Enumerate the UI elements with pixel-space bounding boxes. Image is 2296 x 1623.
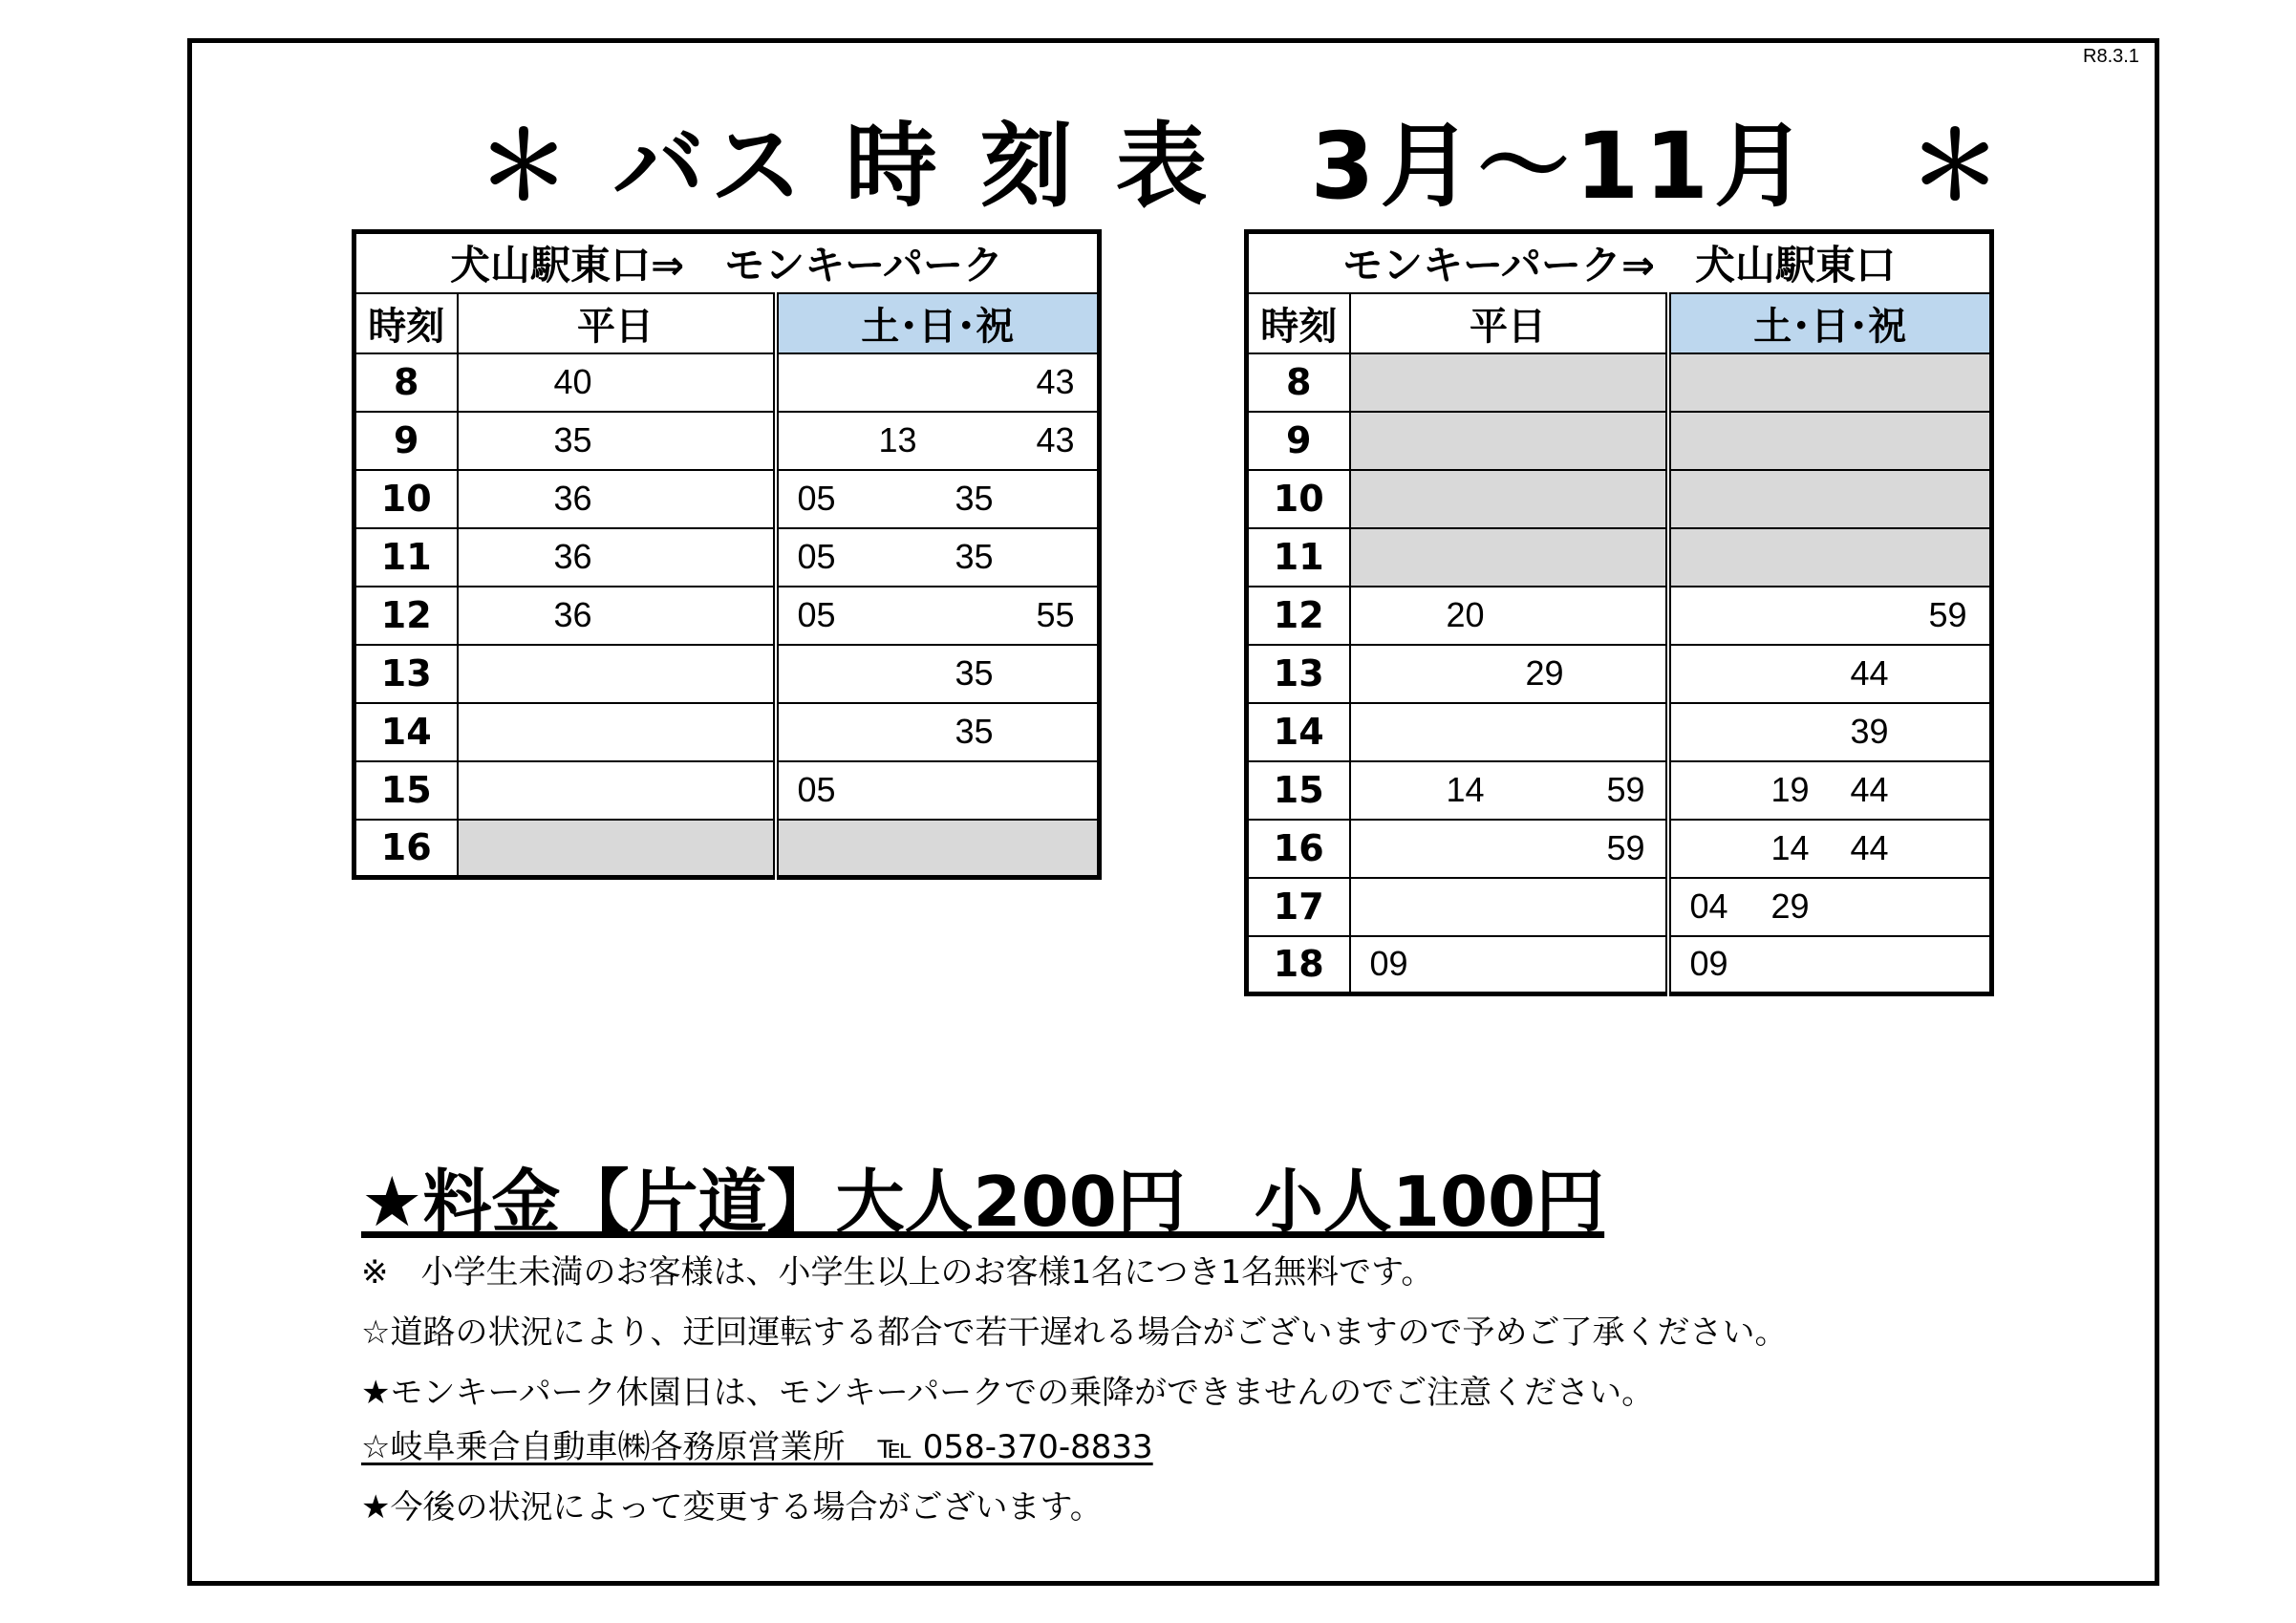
- outbound-row: [354, 761, 1100, 820]
- inbound-hour-cell: 14: [1247, 703, 1350, 761]
- outbound-weekday-cell: [458, 820, 776, 878]
- inbound-holiday-minute: 44: [1850, 653, 1889, 693]
- note-delay: ☆道路の状況により、迂回運転する都合で若干遅れる場合がございますので予めご了承ください。: [361, 1313, 1788, 1352]
- inbound-hour-cell: 9: [1247, 412, 1350, 470]
- inbound-row: [1247, 761, 1992, 820]
- outbound-holiday-minute: 13: [878, 420, 917, 459]
- fare-info: ★料金【片道】大人200円 小人100円: [361, 1162, 1605, 1242]
- inbound-holiday-minute: 44: [1850, 828, 1889, 867]
- inbound-hour-header: 時刻: [1247, 293, 1350, 353]
- outbound-holiday-cell: [776, 820, 1100, 878]
- inbound-weekday-cell: [1350, 761, 1668, 820]
- outbound-holiday-cell: [776, 412, 1100, 470]
- note-contact: ☆岐阜乗合自動車㈱各務原営業所 ℡ 058-370-8833: [361, 1428, 1153, 1466]
- inbound-holiday-minute: 44: [1850, 770, 1889, 809]
- inbound-holiday-minute: 04: [1689, 886, 1728, 926]
- outbound-timetable: [352, 229, 1102, 880]
- page-title: ＊ バス 時 刻 表 3月～11月 ＊: [478, 113, 2007, 220]
- inbound-hour-cell: 8: [1247, 353, 1350, 412]
- outbound-hour-cell: 12: [354, 587, 458, 645]
- outbound-weekday-header: 平日: [458, 293, 776, 353]
- outbound-holiday-header: 土･日･祝: [776, 293, 1100, 353]
- inbound-weekday-cell: [1350, 645, 1668, 703]
- inbound-row: [1247, 703, 1992, 761]
- note-closed-days: ★モンキーパーク休園日は、モンキーパークでの乗降ができませんのでご注意ください。: [361, 1374, 1655, 1412]
- outbound-holiday-cell: [776, 587, 1100, 645]
- outbound-holiday-cell: [776, 528, 1100, 587]
- inbound-row: [1247, 412, 1992, 470]
- inbound-holiday-minute: 14: [1770, 828, 1810, 867]
- outbound-holiday-minute: 05: [797, 595, 836, 634]
- outbound-hour-header: 時刻: [354, 293, 458, 353]
- outbound-weekday-cell: [458, 587, 776, 645]
- outbound-hour-cell: 15: [354, 761, 458, 820]
- outbound-row: [354, 645, 1100, 703]
- outbound-weekday-minute: 35: [553, 420, 592, 459]
- outbound-row: [354, 470, 1100, 528]
- outbound-holiday-cell: [776, 645, 1100, 703]
- inbound-holiday-cell: [1668, 412, 1992, 470]
- outbound-holiday-minute: 35: [955, 537, 994, 576]
- inbound-weekday-header: 平日: [1350, 293, 1668, 353]
- outbound-holiday-minute: 35: [955, 653, 994, 693]
- outbound-holiday-minute: 35: [955, 479, 994, 518]
- inbound-weekday-cell: [1350, 936, 1668, 994]
- inbound-holiday-minute: 39: [1850, 712, 1889, 751]
- outbound-route-header: 犬山駅東口⇒ モンキーパーク: [354, 232, 1100, 293]
- inbound-row: [1247, 470, 1992, 528]
- outbound-row: [354, 587, 1100, 645]
- inbound-weekday-cell: [1350, 470, 1668, 528]
- outbound-holiday-minute: 05: [797, 479, 836, 518]
- outbound-hour-cell: 10: [354, 470, 458, 528]
- outbound-row: [354, 353, 1100, 412]
- outbound-hour-cell: 9: [354, 412, 458, 470]
- inbound-weekday-cell: [1350, 353, 1668, 412]
- inbound-holiday-cell: [1668, 878, 1992, 936]
- inbound-row: [1247, 820, 1992, 878]
- outbound-holiday-cell: [776, 761, 1100, 820]
- outbound-holiday-cell: [776, 703, 1100, 761]
- outbound-weekday-cell: [458, 353, 776, 412]
- outbound-hour-cell: 16: [354, 820, 458, 878]
- outbound-row: [354, 528, 1100, 587]
- outbound-row: [354, 820, 1100, 878]
- inbound-holiday-cell: [1668, 470, 1992, 528]
- inbound-holiday-minute: 19: [1770, 770, 1810, 809]
- inbound-row: [1247, 528, 1992, 587]
- inbound-hour-cell: 12: [1247, 587, 1350, 645]
- outbound-weekday-cell: [458, 703, 776, 761]
- outbound-weekday-minute: 36: [553, 479, 592, 518]
- note-children-free: ※ 小学生未満のお客様は、小学生以上のお客様1名につき1名無料です。: [361, 1253, 1434, 1292]
- outbound-row: [354, 703, 1100, 761]
- outbound-weekday-minute: 36: [553, 595, 592, 634]
- outbound-holiday-minute: 43: [1036, 362, 1075, 401]
- inbound-row: [1247, 587, 1992, 645]
- inbound-weekday-minute: 09: [1369, 944, 1408, 984]
- inbound-row: [1247, 353, 1992, 412]
- inbound-weekday-cell: [1350, 587, 1668, 645]
- inbound-holiday-header: 土･日･祝: [1668, 293, 1992, 353]
- inbound-holiday-minute: 09: [1689, 944, 1728, 984]
- inbound-weekday-minute: 20: [1446, 595, 1485, 634]
- outbound-weekday-cell: [458, 761, 776, 820]
- inbound-holiday-cell: [1668, 353, 1992, 412]
- inbound-holiday-cell: [1668, 528, 1992, 587]
- inbound-timetable: [1244, 229, 1994, 996]
- inbound-weekday-cell: [1350, 703, 1668, 761]
- inbound-holiday-cell: [1668, 820, 1992, 878]
- inbound-hour-cell: 17: [1247, 878, 1350, 936]
- inbound-hour-cell: 16: [1247, 820, 1350, 878]
- inbound-holiday-cell: [1668, 645, 1992, 703]
- inbound-holiday-minute: 59: [1928, 595, 1967, 634]
- outbound-weekday-minute: 40: [553, 362, 592, 401]
- inbound-route-header: モンキーパーク⇒ 犬山駅東口: [1247, 232, 1992, 293]
- inbound-hour-cell: 10: [1247, 470, 1350, 528]
- outbound-hour-cell: 14: [354, 703, 458, 761]
- outbound-holiday-minute: 05: [797, 537, 836, 576]
- inbound-hour-cell: 18: [1247, 936, 1350, 994]
- outbound-hour-cell: 11: [354, 528, 458, 587]
- inbound-hour-cell: 15: [1247, 761, 1350, 820]
- outbound-holiday-minute: 05: [797, 770, 836, 809]
- outbound-holiday-cell: [776, 470, 1100, 528]
- revision-label: R8.3.1: [2083, 46, 2139, 67]
- note-changes: ★今後の状況によって変更する場合がございます。: [361, 1488, 1103, 1527]
- inbound-weekday-minute: 14: [1446, 770, 1485, 809]
- inbound-row: [1247, 936, 1992, 994]
- outbound-holiday-cell: [776, 353, 1100, 412]
- outbound-weekday-cell: [458, 645, 776, 703]
- inbound-hour-cell: 11: [1247, 528, 1350, 587]
- outbound-hour-cell: 13: [354, 645, 458, 703]
- outbound-row: [354, 412, 1100, 470]
- inbound-weekday-cell: [1350, 412, 1668, 470]
- outbound-weekday-cell: [458, 412, 776, 470]
- outbound-weekday-minute: 36: [553, 537, 592, 576]
- outbound-holiday-minute: 43: [1036, 420, 1075, 459]
- inbound-holiday-cell: [1668, 936, 1992, 994]
- inbound-row: [1247, 878, 1992, 936]
- inbound-weekday-cell: [1350, 820, 1668, 878]
- inbound-weekday-minute: 59: [1606, 828, 1645, 867]
- outbound-weekday-cell: [458, 470, 776, 528]
- inbound-weekday-minute: 29: [1525, 653, 1564, 693]
- inbound-weekday-cell: [1350, 528, 1668, 587]
- inbound-hour-cell: 13: [1247, 645, 1350, 703]
- inbound-holiday-cell: [1668, 703, 1992, 761]
- outbound-holiday-minute: 55: [1036, 595, 1075, 634]
- inbound-weekday-cell: [1350, 878, 1668, 936]
- outbound-hour-cell: 8: [354, 353, 458, 412]
- inbound-holiday-cell: [1668, 761, 1992, 820]
- inbound-weekday-minute: 59: [1606, 770, 1645, 809]
- outbound-weekday-cell: [458, 528, 776, 587]
- inbound-holiday-cell: [1668, 587, 1992, 645]
- inbound-row: [1247, 645, 1992, 703]
- inbound-holiday-minute: 29: [1770, 886, 1810, 926]
- outbound-holiday-minute: 35: [955, 712, 994, 751]
